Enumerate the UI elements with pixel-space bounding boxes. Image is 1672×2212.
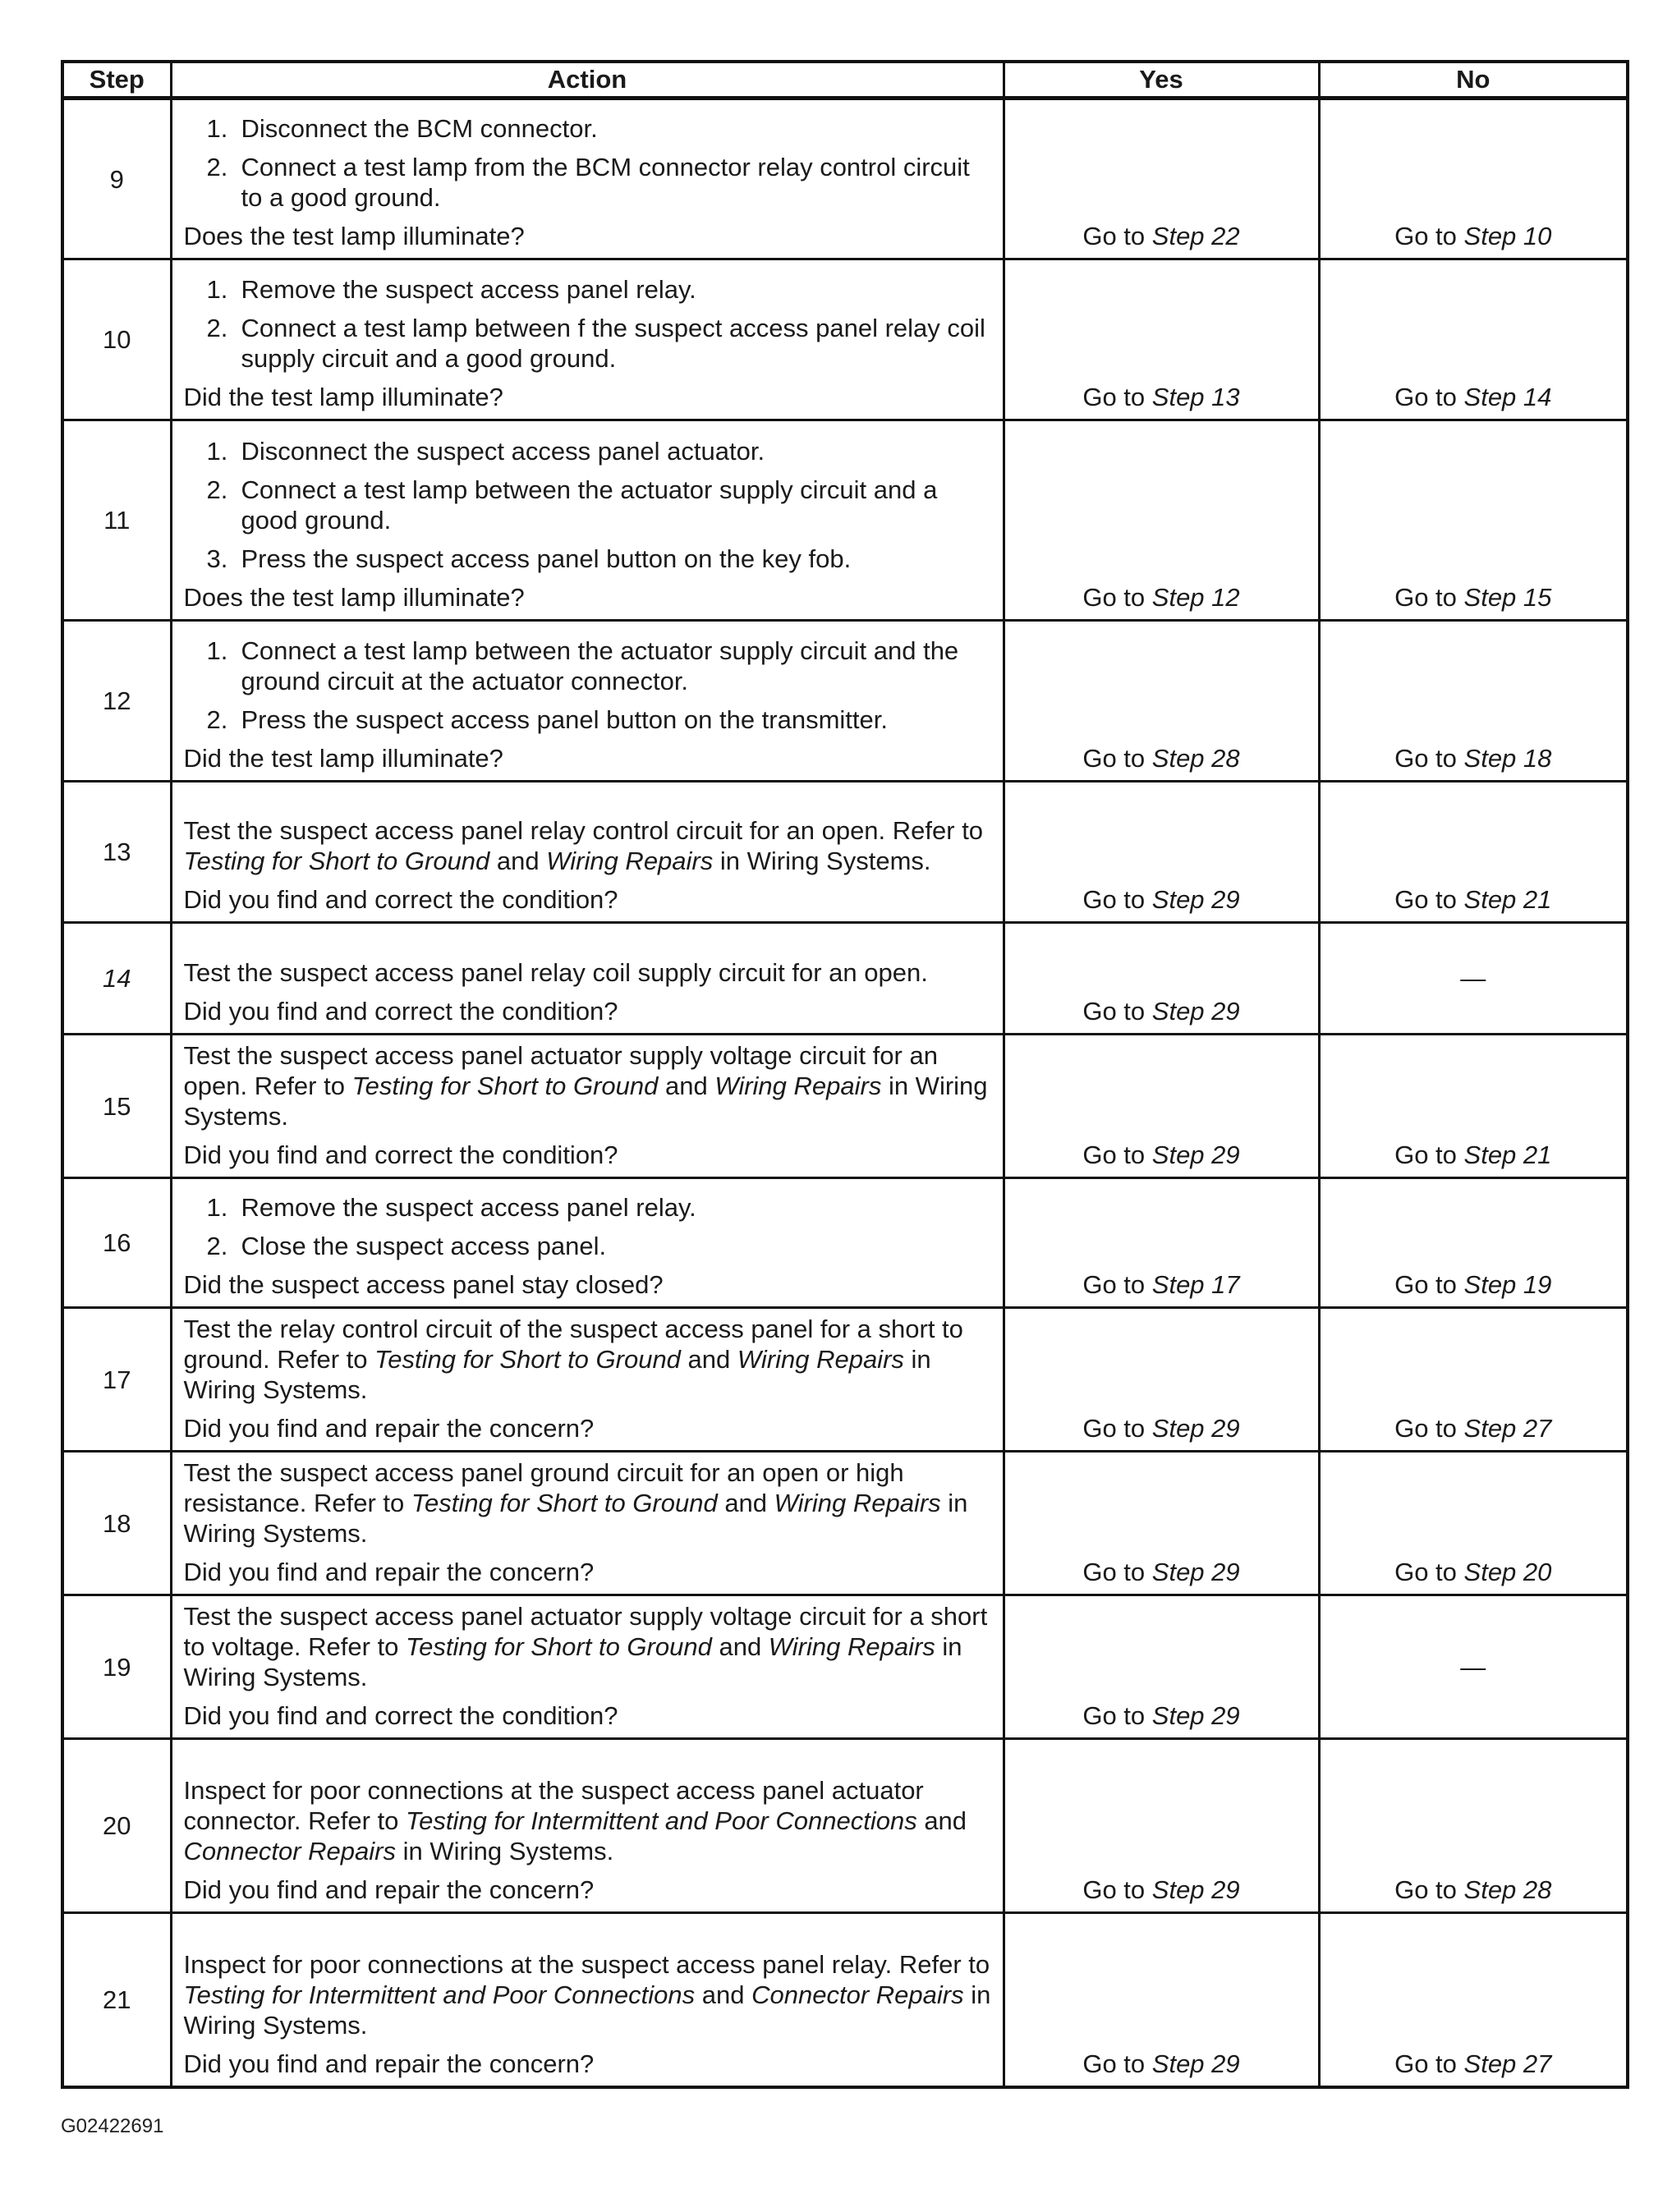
yes-step-ref: Step 28: [1151, 744, 1240, 773]
step-number: 18: [62, 1452, 171, 1595]
step-number: 9: [62, 99, 171, 259]
table-row: [62, 1595, 1628, 1739]
action-cell: [171, 621, 1004, 782]
step-number: 16: [62, 1178, 171, 1308]
action-cell: [171, 1308, 1004, 1452]
list-item: 3. Press the suspect access panel button on the key fob.: [184, 544, 991, 574]
action-cell: [171, 1739, 1004, 1913]
step-number: 12: [62, 621, 171, 782]
yes-cell: Go to Step 13: [1004, 259, 1319, 420]
action-question: Did you find and correct the condition?: [183, 1140, 618, 1169]
action-cell: [171, 99, 1004, 259]
yes-cell: Go to Step 29: [1004, 1452, 1319, 1595]
yes-cell: Go to Step 29: [1004, 1913, 1319, 2087]
no-cell: Go to Step 20: [1319, 1452, 1628, 1595]
action-text: Test the suspect access panel ground circuit for an open or high resistance. Refer to Testing for Short to Ground and Wiring Repairs in Wiring Systems.: [183, 1458, 968, 1548]
no-cell: Go to Step 14: [1319, 259, 1628, 420]
step-number: 13: [62, 782, 171, 923]
action-cell: [171, 782, 1004, 923]
table-row: [62, 1308, 1628, 1452]
list-item: 2. Connect a test lamp between f the suspect access panel relay coil supply circuit and a good ground.: [184, 313, 991, 374]
list-item: 1. Connect a test lamp between the actuator supply circuit and the ground circuit at the actuator connector.: [184, 636, 991, 696]
step-number: 14: [62, 923, 171, 1035]
reference-link: Wiring Repairs: [714, 1072, 882, 1100]
no-step-ref: Step 15: [1463, 583, 1552, 612]
reference-link: Testing for Short to Ground: [351, 1072, 659, 1100]
yes-cell: Go to Step 29: [1004, 1595, 1319, 1739]
step-number: 21: [62, 1913, 171, 2087]
reference-link: Testing for Short to Ground: [411, 1489, 718, 1517]
list-item-text: Connect a test lamp from the BCM connector relay control circuit to a good ground.: [241, 153, 970, 212]
no-cell: Go to Step 15: [1319, 420, 1628, 621]
action-question: Did you find and repair the concern?: [183, 1875, 595, 1904]
yes-cell: Go to Step 29: [1004, 1035, 1319, 1178]
action-question: Did the test lamp illuminate?: [183, 744, 503, 773]
figure-id: G02422691: [61, 2115, 164, 2137]
list-item: 2. Press the suspect access panel button on the transmitter.: [184, 704, 991, 735]
no-step-ref: Step 21: [1463, 885, 1552, 914]
list-item: 1. Remove the suspect access panel relay.: [184, 1192, 991, 1223]
no-cell: Go to Step 19: [1319, 1178, 1628, 1308]
step-number: 19: [62, 1595, 171, 1739]
list-item: 1. Remove the suspect access panel relay.: [184, 274, 991, 305]
no-step-ref: Step 27: [1463, 1414, 1552, 1443]
step-number: 17: [62, 1308, 171, 1452]
table-row: [62, 1452, 1628, 1595]
step-number: 15: [62, 1035, 171, 1178]
no-step-ref: Step 21: [1463, 1140, 1552, 1169]
yes-cell: Go to Step 29: [1004, 923, 1319, 1035]
no-step-ref: Step 20: [1463, 1558, 1552, 1586]
yes-cell: Go to Step 12: [1004, 420, 1319, 621]
list-item-text: Close the suspect access panel.: [241, 1232, 607, 1260]
yes-step-ref: Step 29: [1151, 2049, 1240, 2078]
list-item-text: Connect a test lamp between the actuator supply circuit and the ground circuit at the actuator connector.: [241, 636, 959, 695]
yes-cell: Go to Step 29: [1004, 782, 1319, 923]
yes-step-ref: Step 29: [1151, 1701, 1240, 1730]
table-row: [62, 923, 1628, 1035]
table-row: [62, 99, 1628, 259]
table-row: [62, 1913, 1628, 2087]
reference-link: Wiring Repairs: [774, 1489, 941, 1517]
list-item: 1. Disconnect the suspect access panel actuator.: [184, 436, 991, 466]
yes-step-ref: Step 17: [1151, 1270, 1240, 1299]
no-cell: Go to Step 10: [1319, 99, 1628, 259]
reference-link: Wiring Repairs: [546, 847, 714, 875]
yes-cell: Go to Step 29: [1004, 1308, 1319, 1452]
action-question: Did you find and repair the concern?: [183, 2049, 595, 2078]
no-step-ref: Step 28: [1463, 1875, 1552, 1904]
yes-step-ref: Step 12: [1151, 583, 1240, 612]
yes-step-ref: Step 29: [1151, 1558, 1240, 1586]
list-item-text: Remove the suspect access panel relay.: [241, 275, 696, 304]
yes-step-ref: Step 29: [1151, 1414, 1240, 1443]
no-step-ref: Step 14: [1463, 383, 1552, 411]
no-step-ref: Step 10: [1463, 222, 1552, 250]
header-no: No: [1319, 62, 1628, 99]
step-number: 20: [62, 1739, 171, 1913]
yes-step-ref: Step 22: [1151, 222, 1240, 250]
action-text: Test the suspect access panel actuator supply voltage circuit for an open. Refer to Testing for Short to Ground and Wiring Repairs in Wiring Systems.: [183, 1041, 988, 1131]
action-question: Did you find and repair the concern?: [183, 1414, 595, 1443]
reference-link: Testing for Short to Ground: [406, 1632, 712, 1661]
list-item: 1. Disconnect the BCM connector.: [184, 113, 991, 144]
action-cell: [171, 923, 1004, 1035]
no-cell: Go to Step 21: [1319, 782, 1628, 923]
yes-cell: Go to Step 29: [1004, 1739, 1319, 1913]
table-row: [62, 782, 1628, 923]
list-item: 2. Connect a test lamp from the BCM connector relay control circuit to a good ground.: [184, 152, 991, 213]
action-question: Did the suspect access panel stay closed?: [183, 1270, 664, 1299]
action-question: Did the test lamp illuminate?: [183, 383, 503, 411]
action-question: Did you find and correct the condition?: [183, 885, 618, 914]
no-cell: Go to Step 27: [1319, 1913, 1628, 2087]
action-question: Did you find and correct the condition?: [183, 1701, 618, 1730]
action-question: Did you find and correct the condition?: [183, 997, 618, 1026]
action-cell: [171, 259, 1004, 420]
action-question: Did you find and repair the concern?: [183, 1558, 595, 1586]
action-question: Does the test lamp illuminate?: [183, 222, 525, 250]
reference-link: Wiring Repairs: [768, 1632, 935, 1661]
action-cell: [171, 1178, 1004, 1308]
no-step-ref: Step 19: [1463, 1270, 1552, 1299]
table-header-row: [62, 62, 1628, 99]
list-item-text: Press the suspect access panel button on the key fob.: [241, 544, 852, 573]
yes-cell: Go to Step 17: [1004, 1178, 1319, 1308]
no-cell: —: [1319, 923, 1628, 1035]
no-cell: Go to Step 21: [1319, 1035, 1628, 1178]
table-row: [62, 420, 1628, 621]
list-item: 2. Connect a test lamp between the actuator supply circuit and a good ground.: [184, 475, 991, 535]
yes-step-ref: Step 29: [1151, 885, 1240, 914]
no-cell: Go to Step 28: [1319, 1739, 1628, 1913]
action-text: Test the relay control circuit of the suspect access panel for a short to ground. Refer to Testing for Short to Ground and Wiring Repairs in Wiring Systems.: [183, 1315, 963, 1404]
action-text: Test the suspect access panel relay control circuit for an open. Refer to Testing for Short to Ground and Wiring Repairs in Wiring Systems.: [183, 816, 984, 875]
table-row: [62, 1739, 1628, 1913]
table-row: [62, 1035, 1628, 1178]
table-row: [62, 621, 1628, 782]
list-item-text: Disconnect the suspect access panel actuator.: [241, 437, 765, 466]
reference-link: Testing for Short to Ground: [183, 847, 490, 875]
no-cell: —: [1319, 1595, 1628, 1739]
action-cell: [171, 1452, 1004, 1595]
action-text: Test the suspect access panel relay coil supply circuit for an open.: [183, 958, 928, 987]
yes-step-ref: Step 29: [1151, 997, 1240, 1026]
action-text: Inspect for poor connections at the suspect access panel relay. Refer to Testing for Intermittent and Poor Connections and Connector Repairs in Wiring Systems.: [183, 1949, 991, 2040]
reference-link: Connector Repairs: [183, 1837, 396, 1866]
list-item-text: Press the suspect access panel button on the transmitter.: [241, 705, 888, 734]
action-cell: [171, 1035, 1004, 1178]
step-number: 10: [62, 259, 171, 420]
header-action: Action: [171, 62, 1004, 99]
action-cell: [171, 1595, 1004, 1739]
action-text: Inspect for poor connections at the suspect access panel actuator connector. Refer to Testing for Intermittent and Poor Connections and Connector Repairs in Wiring Systems.: [183, 1776, 967, 1866]
list-item-text: Disconnect the BCM connector.: [241, 114, 598, 143]
list-item-text: Remove the suspect access panel relay.: [241, 1193, 696, 1222]
action-text: Test the suspect access panel actuator supply voltage circuit for a short to voltage. Refer to Testing for Short to Ground and Wiring Repairs in Wiring Systems.: [183, 1602, 988, 1691]
yes-step-ref: Step 29: [1151, 1875, 1240, 1904]
action-cell: [171, 420, 1004, 621]
reference-link: Testing for Intermittent and Poor Connections: [183, 1980, 696, 2009]
no-step-ref: Step 27: [1463, 2049, 1552, 2078]
list-item: 2. Close the suspect access panel.: [184, 1231, 991, 1261]
header-step: Step: [62, 62, 171, 99]
reference-link: Testing for Intermittent and Poor Connections: [406, 1806, 917, 1835]
step-number: 11: [62, 420, 171, 621]
no-step-ref: Step 18: [1463, 744, 1552, 773]
action-cell: [171, 1913, 1004, 2087]
list-item-text: Connect a test lamp between the actuator supply circuit and a good ground.: [241, 475, 938, 535]
list-item-text: Connect a test lamp between f the suspect access panel relay coil supply circuit and a good ground.: [241, 314, 985, 373]
reference-link: Wiring Repairs: [737, 1345, 904, 1374]
yes-cell: Go to Step 22: [1004, 99, 1319, 259]
diagnostic-table: [61, 60, 1629, 2089]
table-row: [62, 259, 1628, 420]
yes-step-ref: Step 13: [1151, 383, 1240, 411]
header-yes: Yes: [1004, 62, 1319, 99]
reference-link: Connector Repairs: [751, 1980, 964, 2009]
no-cell: Go to Step 18: [1319, 621, 1628, 782]
reference-link: Testing for Short to Ground: [374, 1345, 681, 1374]
table-row: [62, 1178, 1628, 1308]
yes-cell: Go to Step 28: [1004, 621, 1319, 782]
action-question: Does the test lamp illuminate?: [183, 583, 525, 612]
yes-step-ref: Step 29: [1151, 1140, 1240, 1169]
no-cell: Go to Step 27: [1319, 1308, 1628, 1452]
